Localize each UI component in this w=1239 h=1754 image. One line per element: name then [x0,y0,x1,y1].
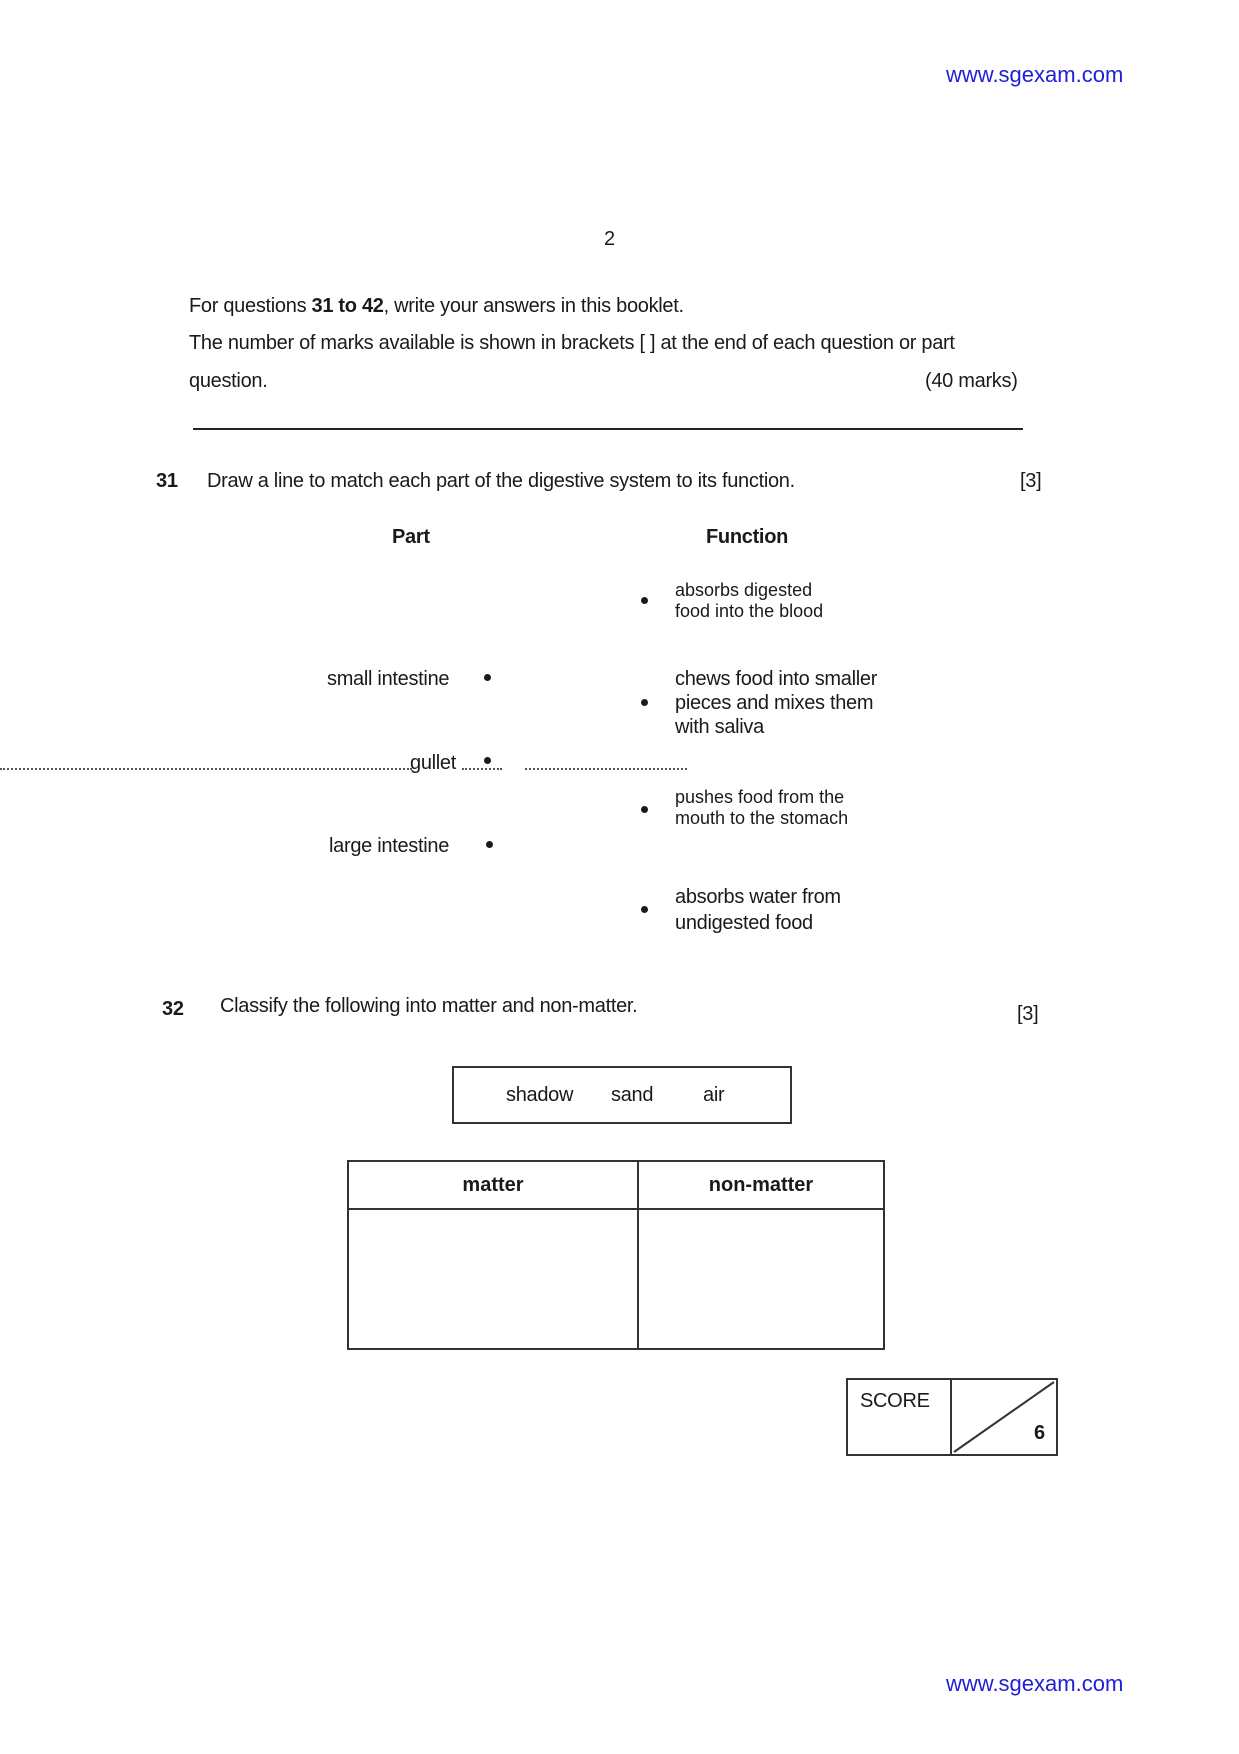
part-large-intestine-dot[interactable] [486,841,493,848]
q32-text: Classify the following into matter and non-matter. [220,995,638,1017]
function-1-line: absorbs digested [675,580,813,600]
q31-text: Draw a line to match each part of the digestive system to its function. [207,470,795,492]
part-gullet: gullet [410,752,457,774]
table-header-row [348,1161,884,1209]
word-item: air [703,1084,725,1106]
watermark-bottom[interactable]: www.sgexam.com [946,1671,1124,1696]
function-1 [675,580,823,622]
function-4 [675,884,841,936]
function-3-dot[interactable] [641,806,648,813]
function-3-line: pushes food from the [675,787,845,807]
function-2-line: chews food into smaller [675,668,878,690]
question-range: 31 to 42 [311,295,384,317]
score-total: 6 [1034,1422,1045,1444]
q31-number: 31 [156,470,178,492]
function-1-dot[interactable] [641,597,648,604]
instructions-line-3: question. [189,370,268,392]
part-small-intestine: small intestine [327,668,450,690]
function-3-line: mouth to the stomach [675,808,849,828]
section-divider [193,428,1023,430]
function-4-line: undigested food [675,912,813,934]
table-answer-row [348,1209,884,1349]
page-number: 2 [604,228,615,250]
part-small-intestine-dot[interactable] [484,674,491,681]
function-2 [675,667,877,739]
score-label: SCORE [860,1390,930,1412]
q32-marks: [3] [1017,1003,1039,1025]
classification-table [347,1160,885,1350]
function-4-dot[interactable] [641,906,648,913]
score-box [846,1378,1058,1456]
non-matter-header: non-matter [638,1161,884,1209]
instructions-text: , write your answers in this booklet. [383,295,684,317]
part-gullet-dot[interactable] [484,757,491,764]
function-header: Function [706,526,789,548]
matter-answer-cell[interactable] [348,1209,638,1349]
part-large-intestine: large intestine [329,835,450,857]
part-header: Part [392,526,430,548]
function-4-line: absorbs water from [675,886,841,908]
q31-marks: [3] [1020,470,1042,492]
non-matter-answer-cell[interactable] [638,1209,884,1349]
instructions-line-2: The number of marks available is shown in brackets [ ] at the end of each question or part [189,332,955,354]
function-2-dot[interactable] [641,699,648,706]
word-box [452,1066,792,1124]
instructions-line-1 [189,295,684,318]
scan-dotted-line [462,768,502,770]
instructions-text: For questions [189,295,312,317]
total-marks: (40 marks) [925,370,1018,392]
word-item: shadow [506,1084,574,1106]
scan-dotted-line [525,768,687,770]
function-3 [675,787,848,829]
matter-header: matter [348,1161,638,1209]
q32-number: 32 [162,998,184,1020]
function-1-line: food into the blood [675,601,824,621]
function-2-line: with saliva [675,716,764,738]
watermark-top[interactable]: www.sgexam.com [946,62,1124,87]
scan-dotted-line [0,768,412,770]
word-item: sand [611,1084,654,1106]
function-2-line: pieces and mixes them [675,692,874,714]
